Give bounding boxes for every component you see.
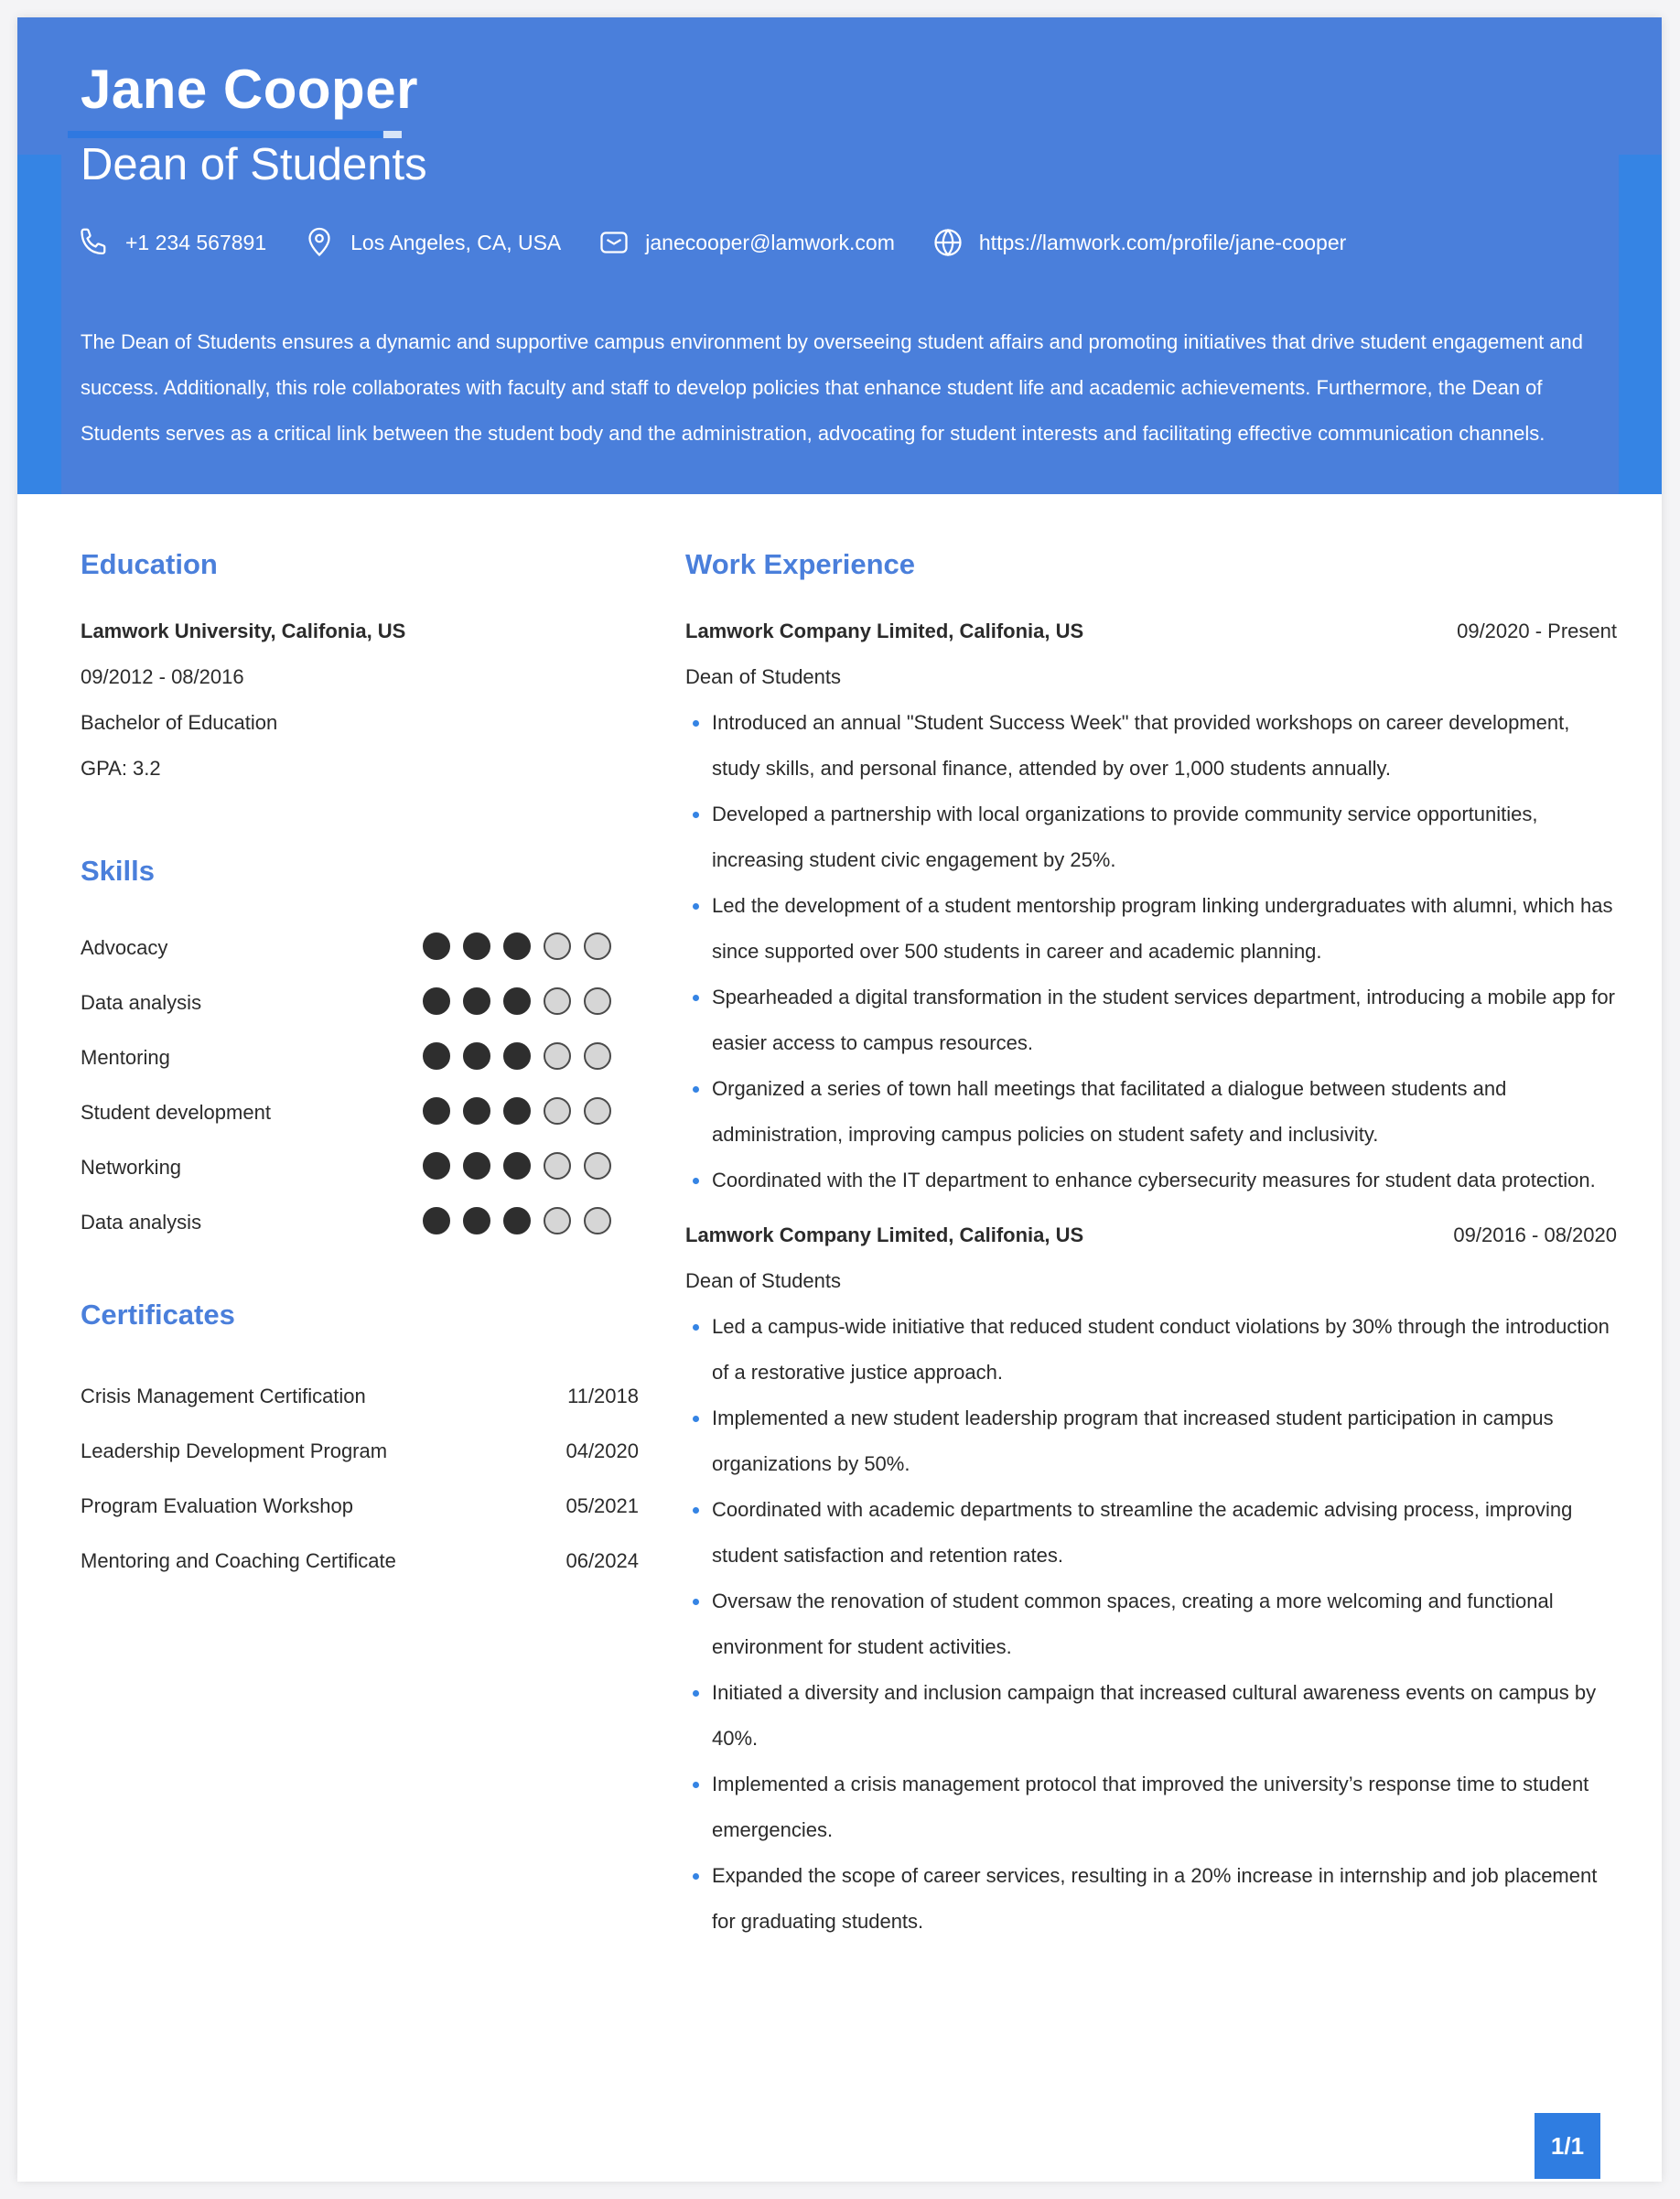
rating-dot-empty [584,1207,611,1234]
rating-dot-empty [584,1152,611,1180]
certificate-row [81,1494,639,1522]
skills-heading: Skills [81,855,155,887]
certificate-date: 06/2024 [565,1549,639,1572]
skill-label: Mentoring [81,1046,170,1069]
email-text: janecooper@lamwork.com [645,230,895,254]
rating-dot-filled [463,987,490,1015]
education-degree: Bachelor of Education [81,711,278,734]
rating-dot-filled [503,987,531,1015]
rating-dot-filled [503,932,531,960]
job-bullet: Led the development of a student mentorship program linking undergraduates with alumni, which has since supported over 500 students in career and academic planning. [685,883,1617,975]
website-text: https://lamwork.com/profile/jane-cooper [978,230,1347,254]
rating-dot-filled [503,1097,531,1125]
rating-dot-filled [423,1207,450,1234]
job-2-role: Dean of Students [685,1269,842,1292]
skill-row [81,1095,639,1132]
job-2-header [685,1223,1617,1251]
rating-dot-empty [584,1042,611,1070]
job-2-company: Lamwork Company Limited, Califonia, US [685,1223,1084,1246]
skill-rating [423,1207,624,1234]
skill-rating [423,1042,624,1070]
job-bullet: Coordinated with the IT department to enhance cybersecurity measures for student data protection. [685,1158,1617,1203]
certificate-row [81,1549,639,1577]
page-indicator: 1/1 [1535,2113,1600,2179]
rating-dot-empty [544,987,571,1015]
certificate-name: Mentoring and Coaching Certificate [81,1549,396,1572]
job-bullet: Developed a partnership with local organizations to provide community service opportunities, increasing student civic engagement by 25%. [685,792,1617,883]
rating-dot-filled [463,1207,490,1234]
rating-dot-empty [544,1097,571,1125]
rating-dot-empty [544,1152,571,1180]
work-experience-heading: Work Experience [685,548,915,580]
education-heading: Education [81,548,218,580]
candidate-name: Jane Cooper [81,59,418,120]
rating-dot-filled [503,1042,531,1070]
skill-row [81,1150,639,1187]
location-text: Los Angeles, CA, USA [350,230,562,254]
skill-row [81,1205,639,1242]
job-1-dates: 09/2020 - Present [1457,620,1617,642]
certificate-name: Leadership Development Program [81,1439,388,1462]
certificates-heading: Certificates [81,1299,235,1331]
skill-label: Data analysis [81,1211,202,1234]
rating-dot-filled [463,932,490,960]
skill-rating [423,932,624,960]
rating-dot-empty [544,1042,571,1070]
rating-dot-empty [544,1207,571,1234]
rating-dot-empty [584,1097,611,1125]
certificate-row [81,1385,639,1412]
certificate-name: Program Evaluation Workshop [81,1494,353,1517]
skill-rating [423,1097,624,1125]
phone-icon [78,226,111,259]
certificate-name: Crisis Management Certification [81,1385,366,1407]
education-dates: 09/2012 - 08/2016 [81,665,244,688]
certificate-row [81,1439,639,1467]
job-bullet: Led a campus-wide initiative that reduced student conduct violations by 30% through the introduction of a restorative justice approach. [685,1304,1617,1396]
rating-dot-empty [584,987,611,1015]
job-title: Dean of Students [81,140,427,189]
profile-summary: The Dean of Students ensures a dynamic and supportive campus environment by overseeing student affairs and promoting initiatives that drive student engagement and success. Additionally, this role collaborates with faculty and staff to develop policies that enhance student life and academic achievements. Furthermore, the Dean of Students serves as a critical link between the student body and the administration, advocating for student interests and facilitating effective communication channels. [81,330,1584,445]
skill-rating [423,987,624,1015]
skill-row [81,931,639,967]
skill-label: Networking [81,1156,182,1179]
job-2-bullets [685,1304,1617,1945]
rating-dot-filled [463,1152,490,1180]
skill-rating [423,1152,624,1180]
rating-dot-filled [423,932,450,960]
rating-dot-filled [463,1042,490,1070]
resume-page [17,17,1662,2182]
rating-dot-empty [584,932,611,960]
location-pin-icon [303,226,336,259]
job-1-role: Dean of Students [685,665,842,688]
rating-dot-filled [423,1152,450,1180]
skill-label: Advocacy [81,936,168,959]
phone-text: +1 234 567891 [125,230,267,254]
contact-location [303,226,561,259]
job-2-dates: 09/2016 - 08/2020 [1453,1223,1617,1246]
rating-dot-filled [503,1207,531,1234]
contact-bar [78,226,1383,259]
email-icon [598,226,630,259]
globe-icon [932,226,964,259]
job-bullet: Expanded the scope of career services, resulting in a 20% increase in internship and job placement for graduating students. [685,1853,1617,1945]
certificate-date: 11/2018 [567,1385,639,1407]
job-bullet: Oversaw the renovation of student common spaces, creating a more welcoming and functional environment for student activities. [685,1579,1617,1670]
contact-phone[interactable] [78,226,266,259]
rating-dot-empty [544,932,571,960]
skill-row [81,986,639,1022]
contact-website[interactable] [932,226,1346,259]
job-bullet: Implemented a crisis management protocol that improved the university’s response time to student emergencies. [685,1762,1617,1853]
job-bullet: Implemented a new student leadership program that increased student participation in campus organizations by 50%. [685,1396,1617,1487]
job-bullet: Spearheaded a digital transformation in the student services department, introducing a mobile app for easier access to campus resources. [685,975,1617,1066]
skill-row [81,1040,639,1077]
rating-dot-filled [423,987,450,1015]
education-school: Lamwork University, Califonia, US [81,620,406,642]
job-1-company: Lamwork Company Limited, Califonia, US [685,620,1084,642]
certificate-date: 05/2021 [565,1494,639,1517]
name-underline [68,131,382,138]
certificate-date: 04/2020 [565,1439,639,1462]
skill-label: Student development [81,1101,271,1124]
name-underline-tail [383,131,402,138]
rating-dot-filled [423,1042,450,1070]
job-bullet: Coordinated with academic departments to streamline the academic advising process, improving student satisfaction and retention rates. [685,1487,1617,1579]
job-1-header [685,620,1617,647]
job-bullet: Initiated a diversity and inclusion campaign that increased cultural awareness events on campus by 40%. [685,1670,1617,1762]
job-bullet: Organized a series of town hall meetings that facilitated a dialogue between students and administration, improving campus policies on student safety and inclusivity. [685,1066,1617,1158]
job-1-bullets [685,700,1617,1203]
rating-dot-filled [463,1097,490,1125]
contact-email[interactable] [598,226,895,259]
rating-dot-filled [423,1097,450,1125]
education-gpa: GPA: 3.2 [81,757,161,780]
job-bullet: Introduced an annual "Student Success Week" that provided workshops on career development, study skills, and personal finance, attended by over 1,000 students annually. [685,700,1617,792]
rating-dot-filled [503,1152,531,1180]
skill-label: Data analysis [81,991,202,1014]
